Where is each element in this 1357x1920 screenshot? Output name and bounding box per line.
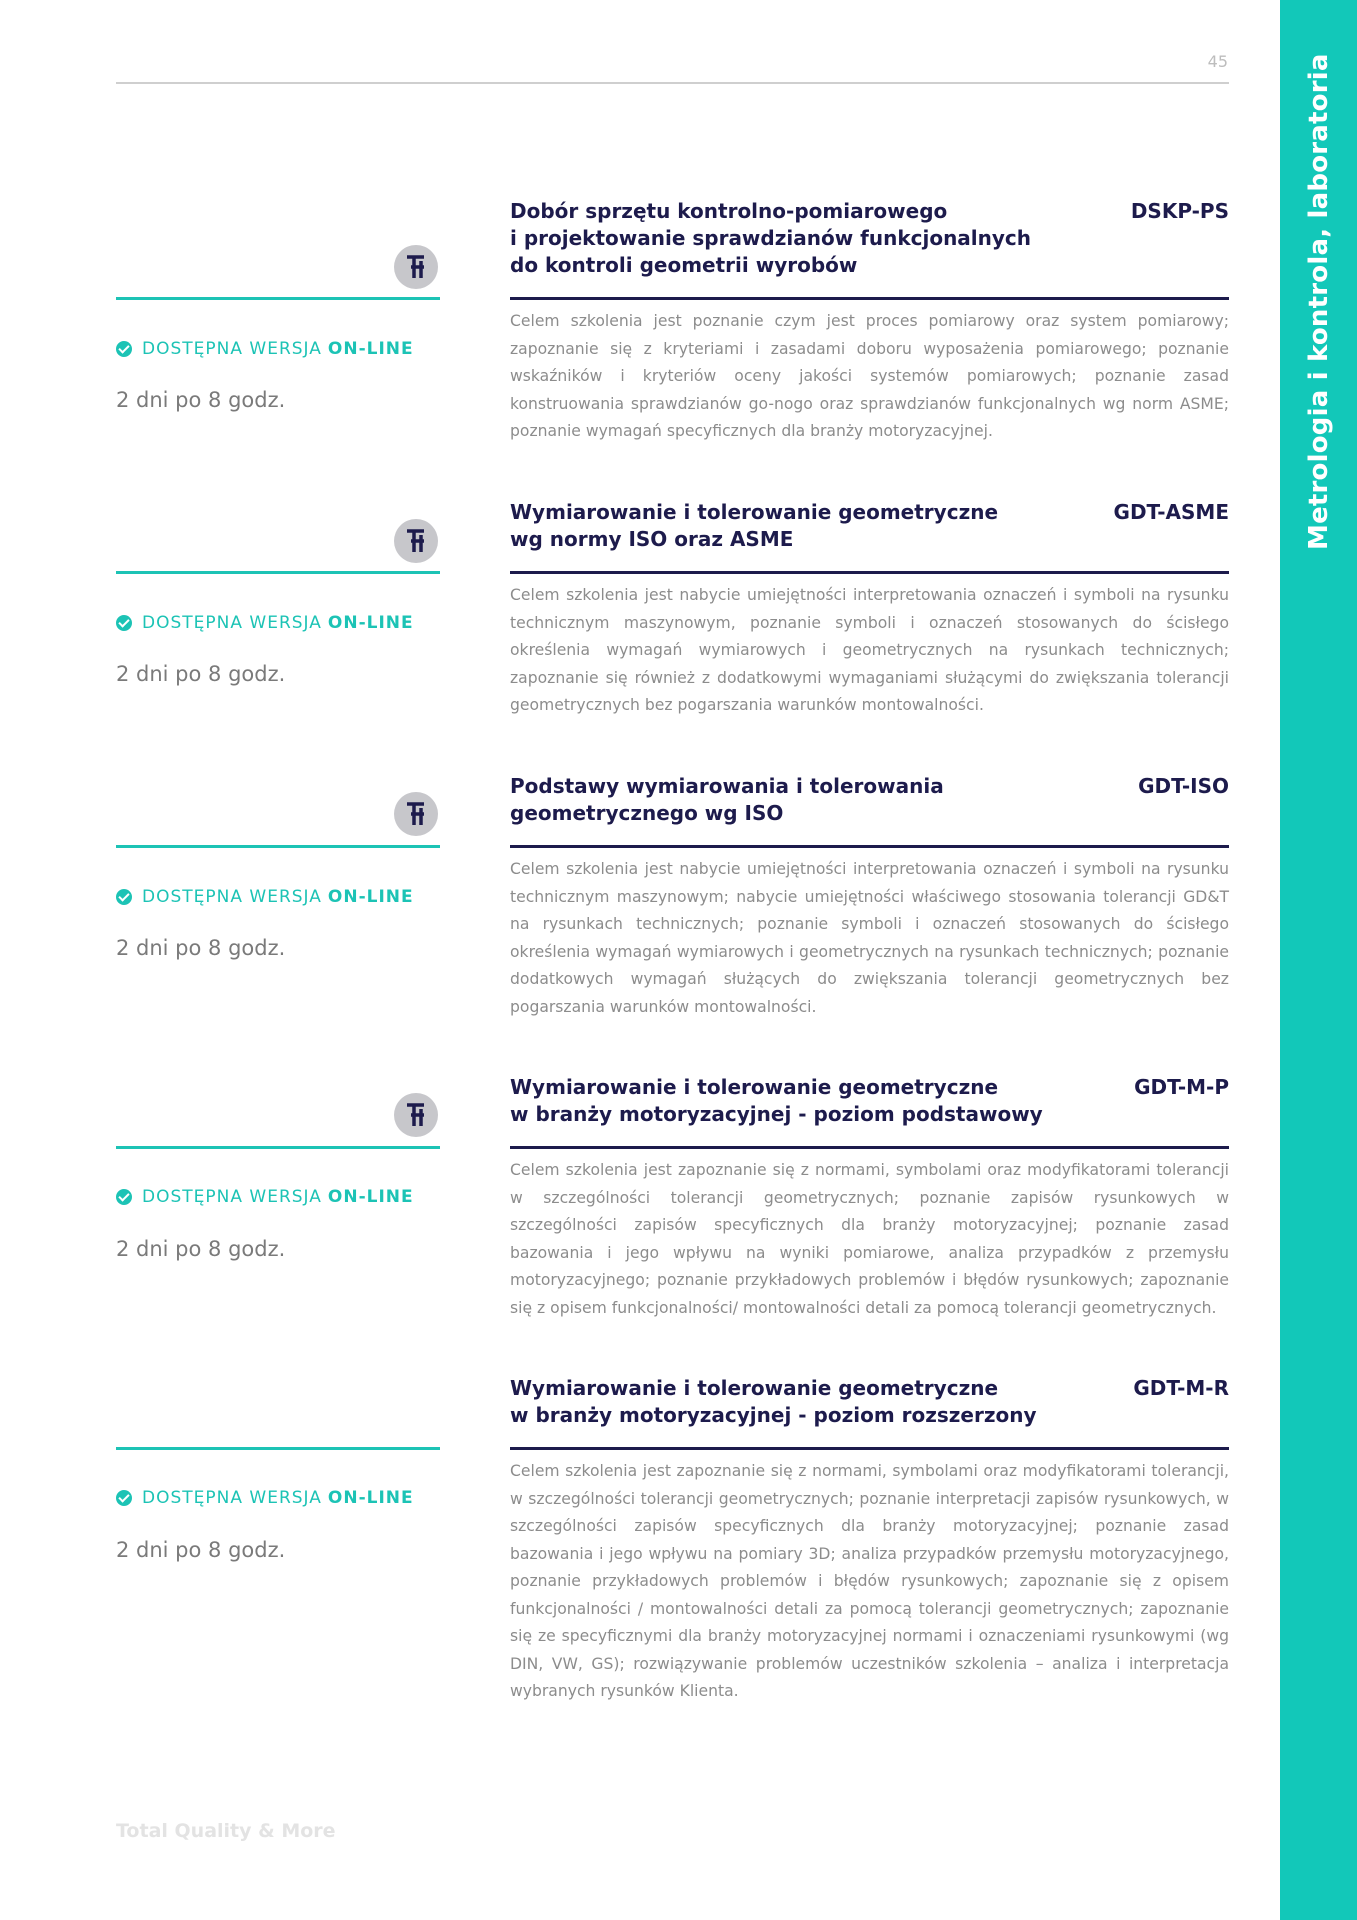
course-code: GDT-ASME [1113, 500, 1229, 524]
check-circle-icon [116, 1189, 132, 1205]
course-duration: 2 dni po 8 godz. [116, 662, 286, 686]
section-sidebar [1280, 0, 1357, 1920]
course-divider [116, 297, 440, 300]
course-duration: 2 dni po 8 godz. [116, 1237, 286, 1261]
course-title: Podstawy wymiarowania i tolerowania geometrycznego wg ISO [510, 774, 944, 825]
online-label-strong: ON-LINE [327, 613, 414, 633]
course-duration: 2 dni po 8 godz. [116, 388, 286, 412]
course-divider [116, 845, 440, 848]
section-title: Metrologia i kontrola, laboratoria [1304, 53, 1334, 550]
online-label: DOSTĘPNA WERSJA [142, 887, 322, 907]
course-divider [116, 571, 440, 574]
course-description: Celem szkolenia jest nabycie umiejętności interpretowania oznaczeń i symboli na rysunku technicznym maszynowym; nabycie umiejętności właściwego stosowania tolerancji GD&T na rysunkach technicznych; poznanie symboli i oznaczeń stosowanych do ścisłego określenia wymagań wymiarowych i geometrycznych na rysunkach technicznych; poznanie dodatkowych wymagań służących do zwiększania tolerancji geometrycznych bez pogarszania warunków montowalności. [510, 860, 1229, 1016]
title-divider [510, 1447, 1229, 1450]
online-label: DOSTĘPNA WERSJA [142, 613, 322, 633]
title-divider [510, 1146, 1229, 1149]
online-availability [116, 339, 414, 359]
course-description: Celem szkolenia jest zapoznanie się z normami, symbolami oraz modyfikatorami tolerancji w szczególności tolerancji geometrycznych; poznanie zapisów rysunkowych w szczególności zapisów specyficznych dla branży motoryzacyjnej; poznanie zasad bazowania i jego wpływu na wyniki pomiarowe, analiza przypadków z przemysłu motoryzacyjnego; poznanie przykładowych problemów i błędów rysunkowych; zapoznanie się z opisem funkcjonalności/ montowalności detali za pomocą tolerancji geometrycznych. [510, 1161, 1229, 1317]
course-divider [116, 1447, 440, 1450]
check-circle-icon [116, 1490, 132, 1506]
check-circle-icon [116, 341, 132, 357]
course-code: GDT-M-P [1134, 1075, 1229, 1099]
footer-brand: Total Quality & More [116, 1820, 336, 1842]
course-title: Wymiarowanie i tolerowanie geometryczne w branży motoryzacyjnej - poziom rozszerzony [510, 1376, 1037, 1427]
calendar-f-icon [394, 1093, 438, 1137]
online-label-strong: ON-LINE [327, 1488, 414, 1508]
course-divider [116, 1146, 440, 1149]
online-label-strong: ON-LINE [327, 887, 414, 907]
online-label: DOSTĘPNA WERSJA [142, 1187, 322, 1207]
course-code: GDT-M-R [1133, 1376, 1229, 1400]
online-label-strong: ON-LINE [327, 1187, 414, 1207]
check-circle-icon [116, 889, 132, 905]
course-duration: 2 dni po 8 godz. [116, 1538, 286, 1562]
calendar-f-icon [394, 792, 438, 836]
course-description: Celem szkolenia jest nabycie umiejętności interpretowania oznaczeń i symboli na rysunku technicznym maszynowym, poznanie symboli i oznaczeń stosowanych do ścisłego określenia wymagań wymiarowych i geometrycznych na rysunkach technicznych; zapoznanie się również z dodatkowymi wymaganiami służącymi do zwiększania tolerancji geometrycznych bez pogarszania warunków montowalności. [510, 586, 1229, 714]
course-code: DSKP-PS [1130, 199, 1229, 223]
course-duration: 2 dni po 8 godz. [116, 936, 286, 960]
online-label: DOSTĘPNA WERSJA [142, 1488, 322, 1508]
title-divider [510, 571, 1229, 574]
course-title: Dobór sprzętu kontrolno-pomiarowego i projektowanie sprawdzianów funkcjonalnych do kontroli geometrii wyrobów [510, 199, 1032, 277]
check-circle-icon [116, 615, 132, 631]
calendar-f-icon [394, 519, 438, 563]
online-availability [116, 887, 414, 907]
course-code: GDT-ISO [1138, 774, 1229, 798]
course-title: Wymiarowanie i tolerowanie geometryczne wg normy ISO oraz ASME [510, 500, 999, 551]
online-availability [116, 1488, 414, 1508]
online-availability [116, 1187, 414, 1207]
course-description: Celem szkolenia jest zapoznanie się z normami, symbolami oraz modyfikatorami tolerancji, w szczególności tolerancji geometrycznych; poznanie interpretacji zapisów rysunkowych, w szczególności zapisów specyficznych dla branży motoryzacyjnej; poznanie zasad bazowania i jego wpływu na pomiary 3D; analiza przypadków przemysłu motoryzacyjnego, poznanie przykładowych problemów i błędów rysunkowych; zapoznanie się z opisem funkcjonalności / montowalności detali za pomocą tolerancji geometrycznych; zapoznanie się ze specyficznymi dla branży motoryzacyjnej normami i oznaczeniami rysunkowymi (wg DIN, VW, GS); rozwiązywanie problemów uczestników szkolenia – analiza i interpretacja wybranych rysunków Klienta. [510, 1462, 1229, 1700]
online-label-strong: ON-LINE [327, 339, 414, 359]
course-title: Wymiarowanie i tolerowanie geometryczne w branży motoryzacyjnej - poziom podstawowy [510, 1075, 1043, 1126]
header-divider [116, 82, 1229, 84]
online-availability [116, 613, 414, 633]
page-number: 45 [1207, 52, 1228, 71]
course-description: Celem szkolenia jest poznanie czym jest proces pomiarowy oraz system pomiarowy; zapoznanie się z kryteriami i zasadami doboru wyposażenia pomiarowego; poznanie wskaźników i kryteriów oceny jakości systemów pomiarowych; poznanie zasad konstruowania sprawdzianów go-nogo oraz sprawdzianów funkcjonalnych wg norm ASME; poznanie wymagań specyficznych dla branży motoryzacyjnej. [510, 312, 1229, 440]
online-label: DOSTĘPNA WERSJA [142, 339, 322, 359]
title-divider [510, 845, 1229, 848]
title-divider [510, 297, 1229, 300]
calendar-f-icon [394, 245, 438, 289]
